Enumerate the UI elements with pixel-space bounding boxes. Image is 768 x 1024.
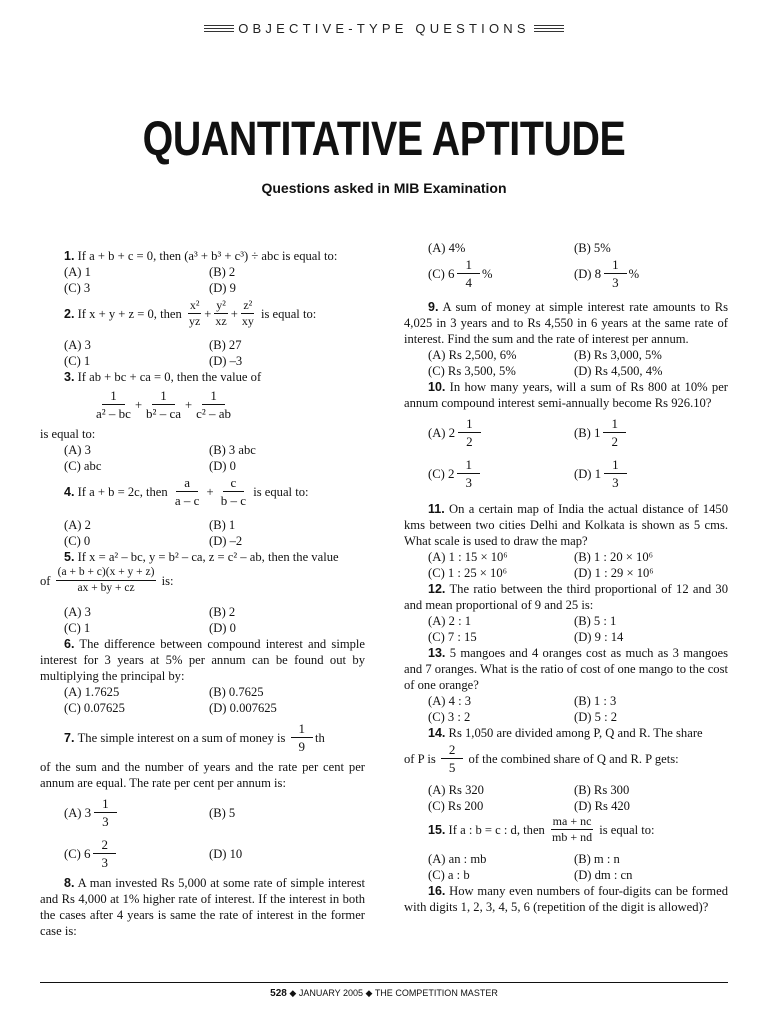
- magazine-name: THE COMPETITION MASTER: [374, 988, 498, 998]
- issue-date: JANUARY 2005: [298, 988, 364, 998]
- question-16: 16. How many even numbers of four-digits can be formed with digits 1, 2, 3, 4, 5, 6 (repetition of the digit is allowed)?: [404, 884, 728, 914]
- question-8-options: (A) 4% (B) 5% (C) 6 $\frac{1}{4}$ % (D) 8 $\frac{1}{3}$ %: [428, 241, 640, 290]
- question-2: 2. If x + y + z = 0, then $\frac{\text{x²}}{yz}$ + $\frac{\text{y²}}{xz}$ + $\frac{\text{z²}}{xy}$ is equal to: (A) 3 (B) 27 (C) 1 (D) –3: [64, 298, 317, 368]
- question-15: 15. If a : b = c : d, then $\frac{ma + nc}{mb + nd}$ is equal to: (A) an : mb (B) m : n (C) a : b (D) dm : cn: [428, 814, 655, 882]
- section-header: [0, 21, 768, 36]
- left-column: [40, 248, 365, 939]
- question-8: 8. A man invested Rs 5,000 at some rate of simple interest and Rs 4,000 at 1% higher rate of interest. If the interest in both the cases after 4 years is same the rate of interest in the former case is:: [40, 876, 365, 938]
- question-5: 5. If x = a² – bc, y = b² – ca, z = c² – ab, then the value of $\frac{(a + b + c)(x + y + z)}{ax + by + cz}$ is: (A) 3 (B) 2 (C) 1 (D) 0: [40, 550, 339, 635]
- question-13: 13. 5 mangoes and 4 oranges cost as much as 3 mangoes and 7 oranges. What is the ratio of cost of one mango to the cost of one orange? (A) 4 : 3 (B) 1 : 3 (C) 3 : 2 (D) 5 : 2: [404, 646, 728, 724]
- page-title: QUANTITATIVE APTITUDE: [142, 113, 626, 166]
- question-10: 10. In how many years, will a sum of Rs 800 at 10% per annum compound interest semi-annually become Rs 926.10? (A) 2 $\frac{1}{2}$ (B) 1 $\frac{1}{2}$ (C) 2 $\frac{1}{3}$ (D) 1 $\frac{1}{3}$: [404, 380, 728, 490]
- decorative-bars-icon: [204, 25, 234, 34]
- question-3: 3. If ab + bc + ca = 0, then the value of $\frac{1}{\text{a² – bc}}$ + $\frac{1}{\text{b² – ca}}$ + $\frac{1}{\text{c² – ab}}$ is equal to: (A) 3 (B) 3 abc (C) abc (D) 0: [40, 370, 262, 473]
- diamond-icon: ◆: [289, 988, 297, 998]
- question-4: 4. If a + b = 2c, then $\frac{a}{a - c}$ + $\frac{c}{b - c}$ is equal to: (A) 2 (B) 1 (C) 0 (D) –2: [64, 475, 309, 548]
- decorative-bars-icon: [534, 25, 564, 34]
- section-label: OBJECTIVE-TYPE QUESTIONS: [238, 21, 530, 36]
- page-subtitle: Questions asked in MIB Examination: [261, 180, 507, 196]
- footer-rule: [40, 982, 728, 983]
- question-12: 12. The ratio between the third proportional of 12 and 30 and mean proportional of 9 and 25 is: (A) 2 : 1 (B) 5 : 1 (C) 7 : 15 (D) 9 : 14: [404, 582, 729, 644]
- right-column: [404, 240, 728, 915]
- page-number: 528: [270, 988, 287, 999]
- question-6: 6. The difference between compound interest and simple interest for 3 years at 5% per annum can be found out by multiplying the principal by: (A) 1.7625 (B) 0.7625 (C) 0.07625 (D) 0.007625: [40, 637, 366, 715]
- page-footer: [0, 988, 768, 999]
- question-9: 9. A sum of money at simple interest rate amounts to Rs 4,025 in 3 years and to Rs 4,550 in 6 years at the same rate of interest. Find the sum and the rate of interest per annum. (A) Rs 2,500, 6% (B) Rs 3,000, 5% (C) Rs 3,500, 5% (D) Rs 4,500, 4%: [404, 300, 728, 378]
- question-14: 14. Rs 1,050 are divided among P, Q and R. The share of P is $\frac{2}{5}$ of the combined share of Q and R. P gets: (A) Rs 320 (B) Rs 300 (C) Rs 200 (D) Rs 420: [404, 726, 703, 813]
- question-11: 11. On a certain map of India the actual distance of 1450 kms between two cities Delhi and Kolkata is shown as 5 cms. What scale is used to draw the map? (A) 1 : 15 × 10⁶ (B) 1 : 20 × 10⁶ (C) 1 : 25 × 10⁶ (D) 1 : 29 × 10⁶: [404, 502, 728, 580]
- question-1: 1. If a + b + c = 0, then (a³ + b³ + c³) ÷ abc is equal to: (A) 1 (B) 2 (C) 3 (D) 9: [64, 249, 338, 295]
- diamond-icon: ◆: [365, 988, 373, 998]
- question-7: 7. The simple interest on a sum of money is $\frac{1}{9}$ th of the sum and the number of years and the rate per cent per annum are equal. The rate per cent per annum is: (A) 3 $\frac{1}{3}$ (B) 5 (C) 6 $\frac{2}{3}$ (D) 10: [40, 721, 365, 870]
